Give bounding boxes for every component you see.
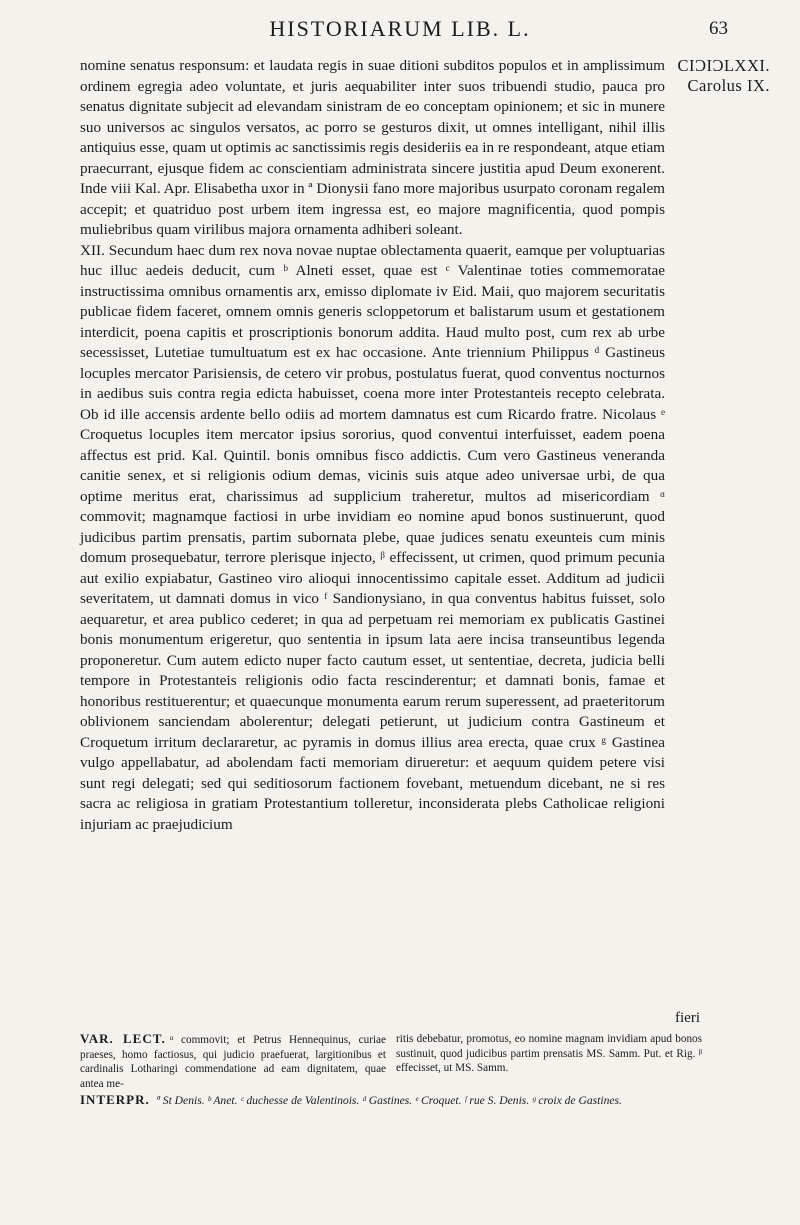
paragraph: nomine senatus responsum: et laudata regis in suae ditioni subditos populos et in amplissimum ordinem egregia adeo voluntate, et juris aequabiliter inter suos tribuendi studio, pauca pro senatus dignitate subjecit ad elevandam sinistram de eo conceptam opinionem; et sic in munere suo universos ac singulos versatos, ac porro se gesturos dixit, ut omnes intelligant, nihil illis antiquius esse, quam ut optimis ac sanctissimis regis desideriis ea in re respondeant, atque etiam praecurrant, ejusque fidem ac conscientiam administrata sincere justitia apud Deum exonerent. Inde viii Kal. Apr. Elisabetha uxor in ª Dionysii fano more majoribus usurpato coronam regalem accepit; et quatriduo post urbem item ingressa est, eo majore magnificentia, quod pompis muliebribus quam virilibus majora ornamenta adhiberi soleant.	[80, 57, 665, 238]
running-head: HISTORIARUM LIB. L.	[269, 16, 531, 41]
margin-note-ruler: Carolus IX.	[687, 76, 770, 95]
catchword: fieri	[675, 1010, 700, 1026]
interpr-text: ª St Denis. ᵇ Anet. ᶜ duchesse de Valentinois. ᵈ Gastines. ᵉ Croquet. ᶠ rue S. Denis. ᵍ croix de Gastines.	[156, 1094, 622, 1107]
variant-readings	[80, 1032, 702, 1091]
interpr-label: INTERPR.	[80, 1092, 150, 1107]
interpretations	[80, 1093, 702, 1109]
paragraph: XII. Secundum haec dum rex nova novae nuptae oblectamenta quaerit, eamque per voluptuarias huc illuc aedeis deducit, cum ᵇ Alneti esset, quae est ᶜ Valentinae toties commemoratae instructissima omnibus ornamentis arx, emisso diplomate iv Eid. Maii, quo majorem securitatis publicae fidem faceret, omnem omnis generis scloppetorum et balistarum usum et gestationem interdicit, poena capitis et proscriptionis bonorum addita. Haud multo post, cum rex ab urbe secessisset, Lutetiae tumultuatum est ex hac occasione. Ante triennium Philippus ᵈ Gastineus locuples mercator Parisiensis, de cetero vir probus, postulatus fuerat, quod conventus nocturnos in aedibus suis contra regia edicta habuisset, coena more inter Protestanteis recepto celebrata. Ob id ille accensis ardente bello odiis ad mortem damnatus est cum Ricardo fratre. Nicolaus ᵉ Croquetus locuples item mercator ipsius sororius, quod conventui interfuisset, eadem poena affectus est prid. Kal. Quintil. bonis omnibus fisco addictis. Cum vero Gastineus veneranda canitie senex, et si religionis odium demas, vicinis suis atque adeo universae urbi, de qua optime meritus erat, charissimus ad supplicium traheretur, multos ad misericordiam ᵅ commovit; magnamque factiosi in urbe invidiam eo nomine apud bonos sustinuerunt, quod judicibus partim prensatis, partim subornata plebe, quae judices senatu exeunteis cum minis domum prosequebatur, terrore plerisque injecto, ᵝ effecissent, ut crimen, quod primum pecunia aut exilio expiabatur, Gastineo viro alioqui innocentissimo capitale esset. Additum ad judicii severitatem, ut damnati domus in vico ᶠ Sandionysiano, in qua conventus habitus fuisset, solo aequaretur, et area publico cederet; in qua ad perpetuam rei memoriam ex publicatis Gastinei bonis monumentum erigeretur, quo sententia in ipsum lata aere incisa transeuntibus legenda proponeretur. Cum autem edicto nuper facto cautum esset, ut sententiae, decreta, judicia belli tempore in Protestanteis religionis odio facta rescinderentur; et damnati bonis, famae et honoribus restituerentur; et quaecunque monumenta earum rerum superessent, ad praeteritorum oblivionem sanciendam abolerentur; delegati petierunt, ut judicium contra Gastineum et Croquetum irritum declararetur, ac pyramis in domus illius area erecta, quae crux ᵍ Gastinea vulgo appellabatur, ad abolendam facti memoriam dirueretur: et aequum quidem petere visi sunt regi delegati; sed qui seditiosorum factionem fovebant, metuendum dicebant, ne si res sacra ac religiosa in gratiam Protestantium tolleretur, inconsiderata plebs Catholicae religioni injuriam ac praejudicium	[80, 241, 665, 833]
margin-note-year: CIƆIƆLXXI.	[677, 56, 770, 75]
var-lect-label: VAR. LECT.	[80, 1031, 166, 1046]
footnotes	[80, 1032, 702, 1109]
main-text	[80, 56, 665, 835]
var-lect-text: ᵅ commovit; et Petrus Hennequinus, curiae praeses, homo factiosus, qui judicio praefuerat, largitionibus et cardinalis Lotharingi commendatione ad eam dignitatem, quae antea me-	[80, 1034, 386, 1090]
variant-readings-right: ritis debebatur, promotus, eo nomine magnam invidiam apud bonos sustinuit, quod judicibus partim prensatis MS. Samm. Put. et Rig. ᵝ effecisset, ut MS. Samm.	[396, 1033, 702, 1074]
page-header	[60, 16, 740, 56]
page-number: 63	[709, 18, 728, 39]
variant-readings-left	[80, 1032, 386, 1091]
